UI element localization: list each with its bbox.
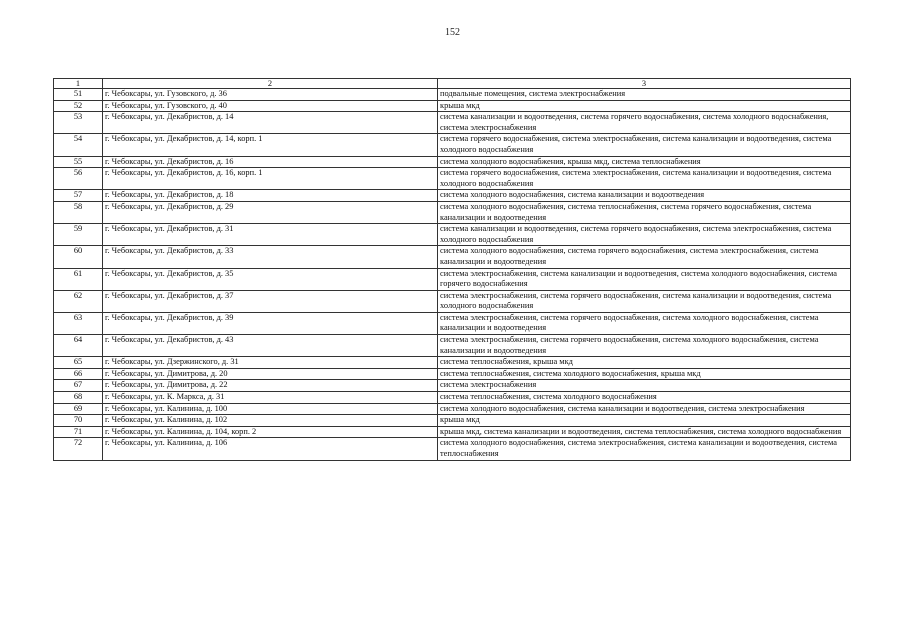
table-row [54, 415, 851, 427]
row-address-cell: г. Чебоксары, ул. Димитрова, д. 20 [103, 368, 438, 380]
row-systems-cell: система холодного водоснабжения, система канализации и водоотведения, система электроснабжения [438, 403, 851, 415]
row-systems-cell: система электроснабжения, система горячего водоснабжения, система холодного водоснабжения, система канализации и водоотведения [438, 312, 851, 334]
row-address-cell: г. Чебоксары, ул. Декабристов, д. 39 [103, 312, 438, 334]
row-address-cell: г. Чебоксары, ул. К. Маркса, д. 31 [103, 392, 438, 404]
row-number-cell: 63 [54, 312, 103, 334]
table-row [54, 100, 851, 112]
registry-table [53, 78, 851, 461]
row-systems-cell: система электроснабжения [438, 380, 851, 392]
table-row [54, 392, 851, 404]
table-row [54, 290, 851, 312]
row-systems-cell: система горячего водоснабжения, система электроснабжения, система канализации и водоотведения, система холодного водоснабжения [438, 168, 851, 190]
row-address-cell: г. Чебоксары, ул. Декабристов, д. 31 [103, 224, 438, 246]
row-systems-cell: система холодного водоснабжения, крыша мкд, система теплоснабжения [438, 156, 851, 168]
table-row [54, 426, 851, 438]
row-address-cell: г. Чебоксары, ул. Декабристов, д. 35 [103, 268, 438, 290]
row-systems-cell: крыша мкд, система канализации и водоотведения, система теплоснабжения, система холодного водоснабжения [438, 426, 851, 438]
row-number-cell: 68 [54, 392, 103, 404]
table-row [54, 168, 851, 190]
row-systems-cell: система электроснабжения, система канализации и водоотведения, система холодного водоснабжения, система горячего водоснабжения [438, 268, 851, 290]
header-cell-systems: 3 [438, 79, 851, 89]
row-systems-cell: система горячего водоснабжения, система электроснабжения, система канализации и водоотведения, система холодного водоснабжения [438, 134, 851, 156]
row-number-cell: 64 [54, 335, 103, 357]
row-address-cell: г. Чебоксары, ул. Калинина, д. 106 [103, 438, 438, 460]
row-systems-cell: система холодного водоснабжения, система электроснабжения, система канализации и водоотведения, система теплоснабжения [438, 438, 851, 460]
row-number-cell: 71 [54, 426, 103, 438]
table-header-row [54, 79, 851, 89]
row-number-cell: 53 [54, 112, 103, 134]
row-address-cell: г. Чебоксары, ул. Гузовского, д. 40 [103, 100, 438, 112]
row-address-cell: г. Чебоксары, ул. Димитрова, д. 22 [103, 380, 438, 392]
row-number-cell: 54 [54, 134, 103, 156]
table-row [54, 357, 851, 369]
row-number-cell: 70 [54, 415, 103, 427]
table-row [54, 312, 851, 334]
row-address-cell: г. Чебоксары, ул. Гузовского, д. 36 [103, 89, 438, 101]
row-number-cell: 61 [54, 268, 103, 290]
row-number-cell: 52 [54, 100, 103, 112]
table-row [54, 438, 851, 460]
row-systems-cell: крыша мкд [438, 415, 851, 427]
header-cell-number: 1 [54, 79, 103, 89]
row-number-cell: 65 [54, 357, 103, 369]
row-number-cell: 62 [54, 290, 103, 312]
table-row [54, 156, 851, 168]
row-address-cell: г. Чебоксары, ул. Декабристов, д. 29 [103, 201, 438, 223]
row-address-cell: г. Чебоксары, ул. Калинина, д. 102 [103, 415, 438, 427]
page-number: 152 [445, 27, 460, 38]
row-address-cell: г. Чебоксары, ул. Декабристов, д. 16, корп. 1 [103, 168, 438, 190]
row-address-cell: г. Чебоксары, ул. Дзержинского, д. 31 [103, 357, 438, 369]
row-address-cell: г. Чебоксары, ул. Декабристов, д. 43 [103, 335, 438, 357]
table-row [54, 368, 851, 380]
table-row [54, 335, 851, 357]
table-row [54, 268, 851, 290]
row-number-cell: 69 [54, 403, 103, 415]
row-address-cell: г. Чебоксары, ул. Калинина, д. 104, корп. 2 [103, 426, 438, 438]
row-number-cell: 58 [54, 201, 103, 223]
row-systems-cell: система электроснабжения, система горячего водоснабжения, система канализации и водоотведения, система холодного водоснабжения [438, 290, 851, 312]
table-row [54, 89, 851, 101]
table-row [54, 112, 851, 134]
table-row [54, 201, 851, 223]
row-number-cell: 59 [54, 224, 103, 246]
row-address-cell: г. Чебоксары, ул. Декабристов, д. 37 [103, 290, 438, 312]
row-number-cell: 72 [54, 438, 103, 460]
row-systems-cell: крыша мкд [438, 100, 851, 112]
row-address-cell: г. Чебоксары, ул. Декабристов, д. 14, корп. 1 [103, 134, 438, 156]
row-number-cell: 57 [54, 190, 103, 202]
row-systems-cell: система холодного водоснабжения, система горячего водоснабжения, система электроснабжения, система канализации и водоотведения [438, 246, 851, 268]
row-number-cell: 51 [54, 89, 103, 101]
row-systems-cell: подвальные помещения, система электроснабжения [438, 89, 851, 101]
row-systems-cell: система канализации и водоотведения, система горячего водоснабжения, система электроснабжения, система холодного водоснабжения [438, 224, 851, 246]
row-address-cell: г. Чебоксары, ул. Декабристов, д. 16 [103, 156, 438, 168]
row-number-cell: 55 [54, 156, 103, 168]
row-systems-cell: система холодного водоснабжения, система канализации и водоотведения [438, 190, 851, 202]
row-number-cell: 67 [54, 380, 103, 392]
row-address-cell: г. Чебоксары, ул. Декабристов, д. 18 [103, 190, 438, 202]
row-address-cell: г. Чебоксары, ул. Декабристов, д. 14 [103, 112, 438, 134]
table-row [54, 190, 851, 202]
table-row [54, 403, 851, 415]
table-row [54, 224, 851, 246]
row-number-cell: 60 [54, 246, 103, 268]
row-systems-cell: система канализации и водоотведения, система горячего водоснабжения, система холодного водоснабжения, система электроснабжения [438, 112, 851, 134]
row-address-cell: г. Чебоксары, ул. Калинина, д. 100 [103, 403, 438, 415]
table-row [54, 246, 851, 268]
row-systems-cell: система холодного водоснабжения, система теплоснабжения, система горячего водоснабжения, система канализации и водоотведения [438, 201, 851, 223]
row-systems-cell: система теплоснабжения, крыша мкд [438, 357, 851, 369]
header-cell-address: 2 [103, 79, 438, 89]
table-row [54, 380, 851, 392]
table-row [54, 134, 851, 156]
row-number-cell: 66 [54, 368, 103, 380]
row-address-cell: г. Чебоксары, ул. Декабристов, д. 33 [103, 246, 438, 268]
row-systems-cell: система теплоснабжения, система холодного водоснабжения, крыша мкд [438, 368, 851, 380]
row-systems-cell: система электроснабжения, система горячего водоснабжения, система холодного водоснабжения, система канализации и водоотведения [438, 335, 851, 357]
row-number-cell: 56 [54, 168, 103, 190]
row-systems-cell: система теплоснабжения, система холодного водоснабжения [438, 392, 851, 404]
